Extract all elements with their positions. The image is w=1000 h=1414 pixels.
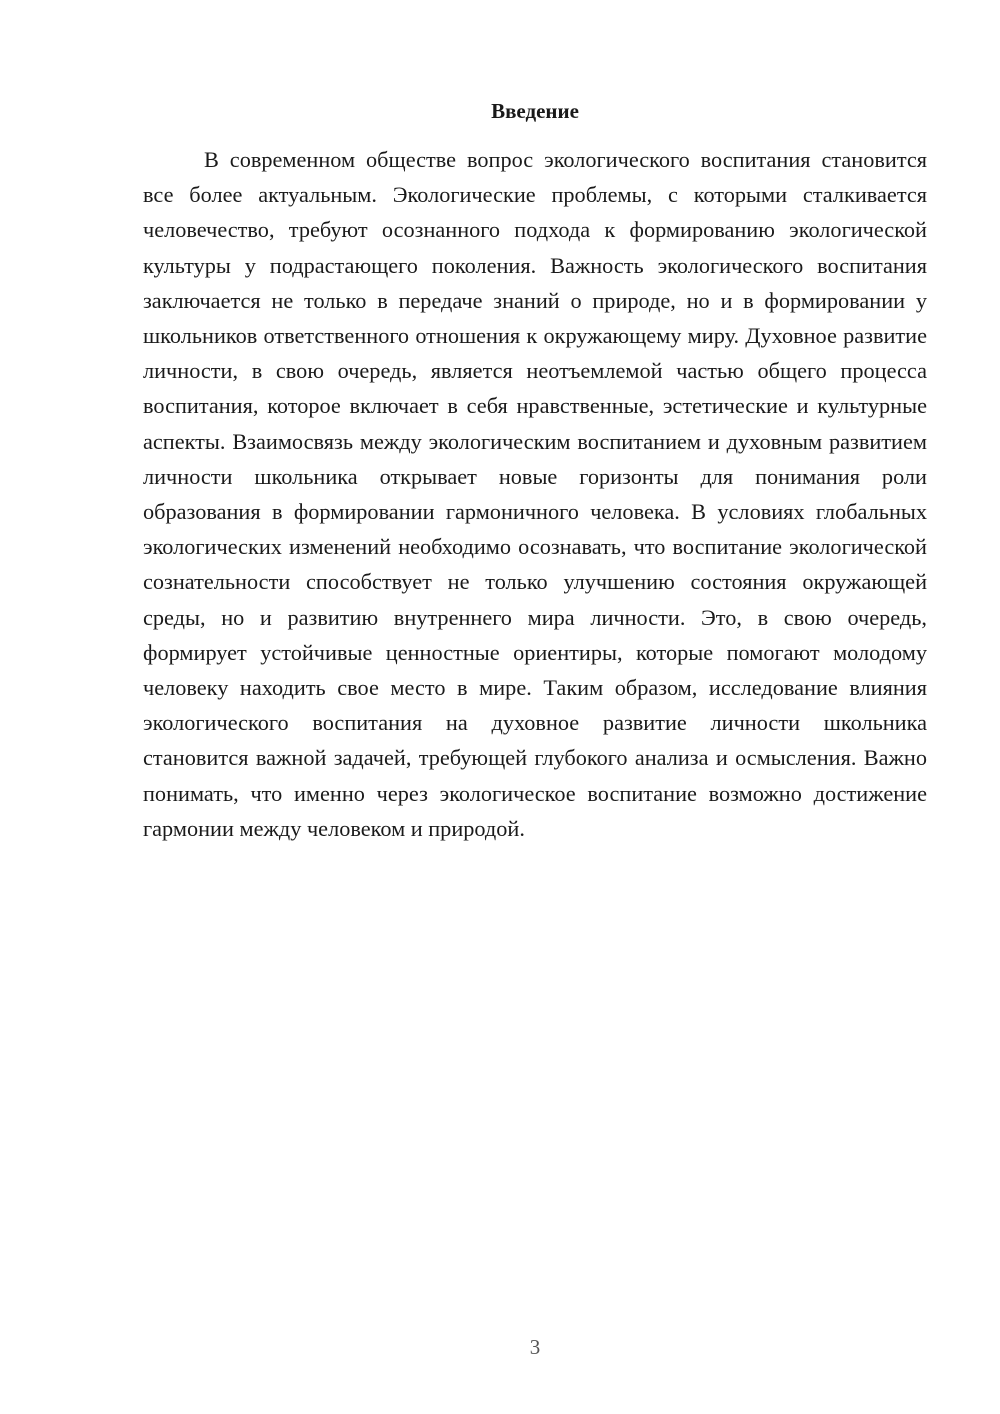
section-heading: Введение	[491, 99, 579, 123]
page-number: 3	[529, 1335, 541, 1359]
body-paragraph: В современном обществе вопрос экологического воспитания становится все более актуальным. Экологические проблемы, с которыми сталкивается человечество, требуют осознанного подхода к формированию экологической культуры у подрастающего поколения. Важность экологического воспитания заключается не только в передаче знаний о природе, но и в формировании у школьников ответственного отношения к окружающему миру. Духовное развитие личности, в свою очередь, является неотъемлемой частью общего процесса воспитания, которое включает в себя нравственные, эстетические и культурные аспекты. Взаимосвязь между экологическим воспитанием и духовным развитием личности школьника открывает новые горизонты для понимания роли образования в формировании гармоничного человека. В условиях глобальных экологических изменений необходимо осознавать, что воспитание экологической сознательности способствует не только улучшению состояния окружающей среды, но и развитию внутреннего мира личности. Это, в свою очередь, формирует устойчивые ценностные ориентиры, которые помогают молодому человеку находить свое место в мире. Таким образом, исследование влияния экологического воспитания на духовное развитие личности школьника становится важной задачей, требующей глубокого анализа и осмысления. Важно понимать, что именно через экологическое воспитание возможно достижение гармонии между человеком и природой.	[143, 147, 927, 841]
